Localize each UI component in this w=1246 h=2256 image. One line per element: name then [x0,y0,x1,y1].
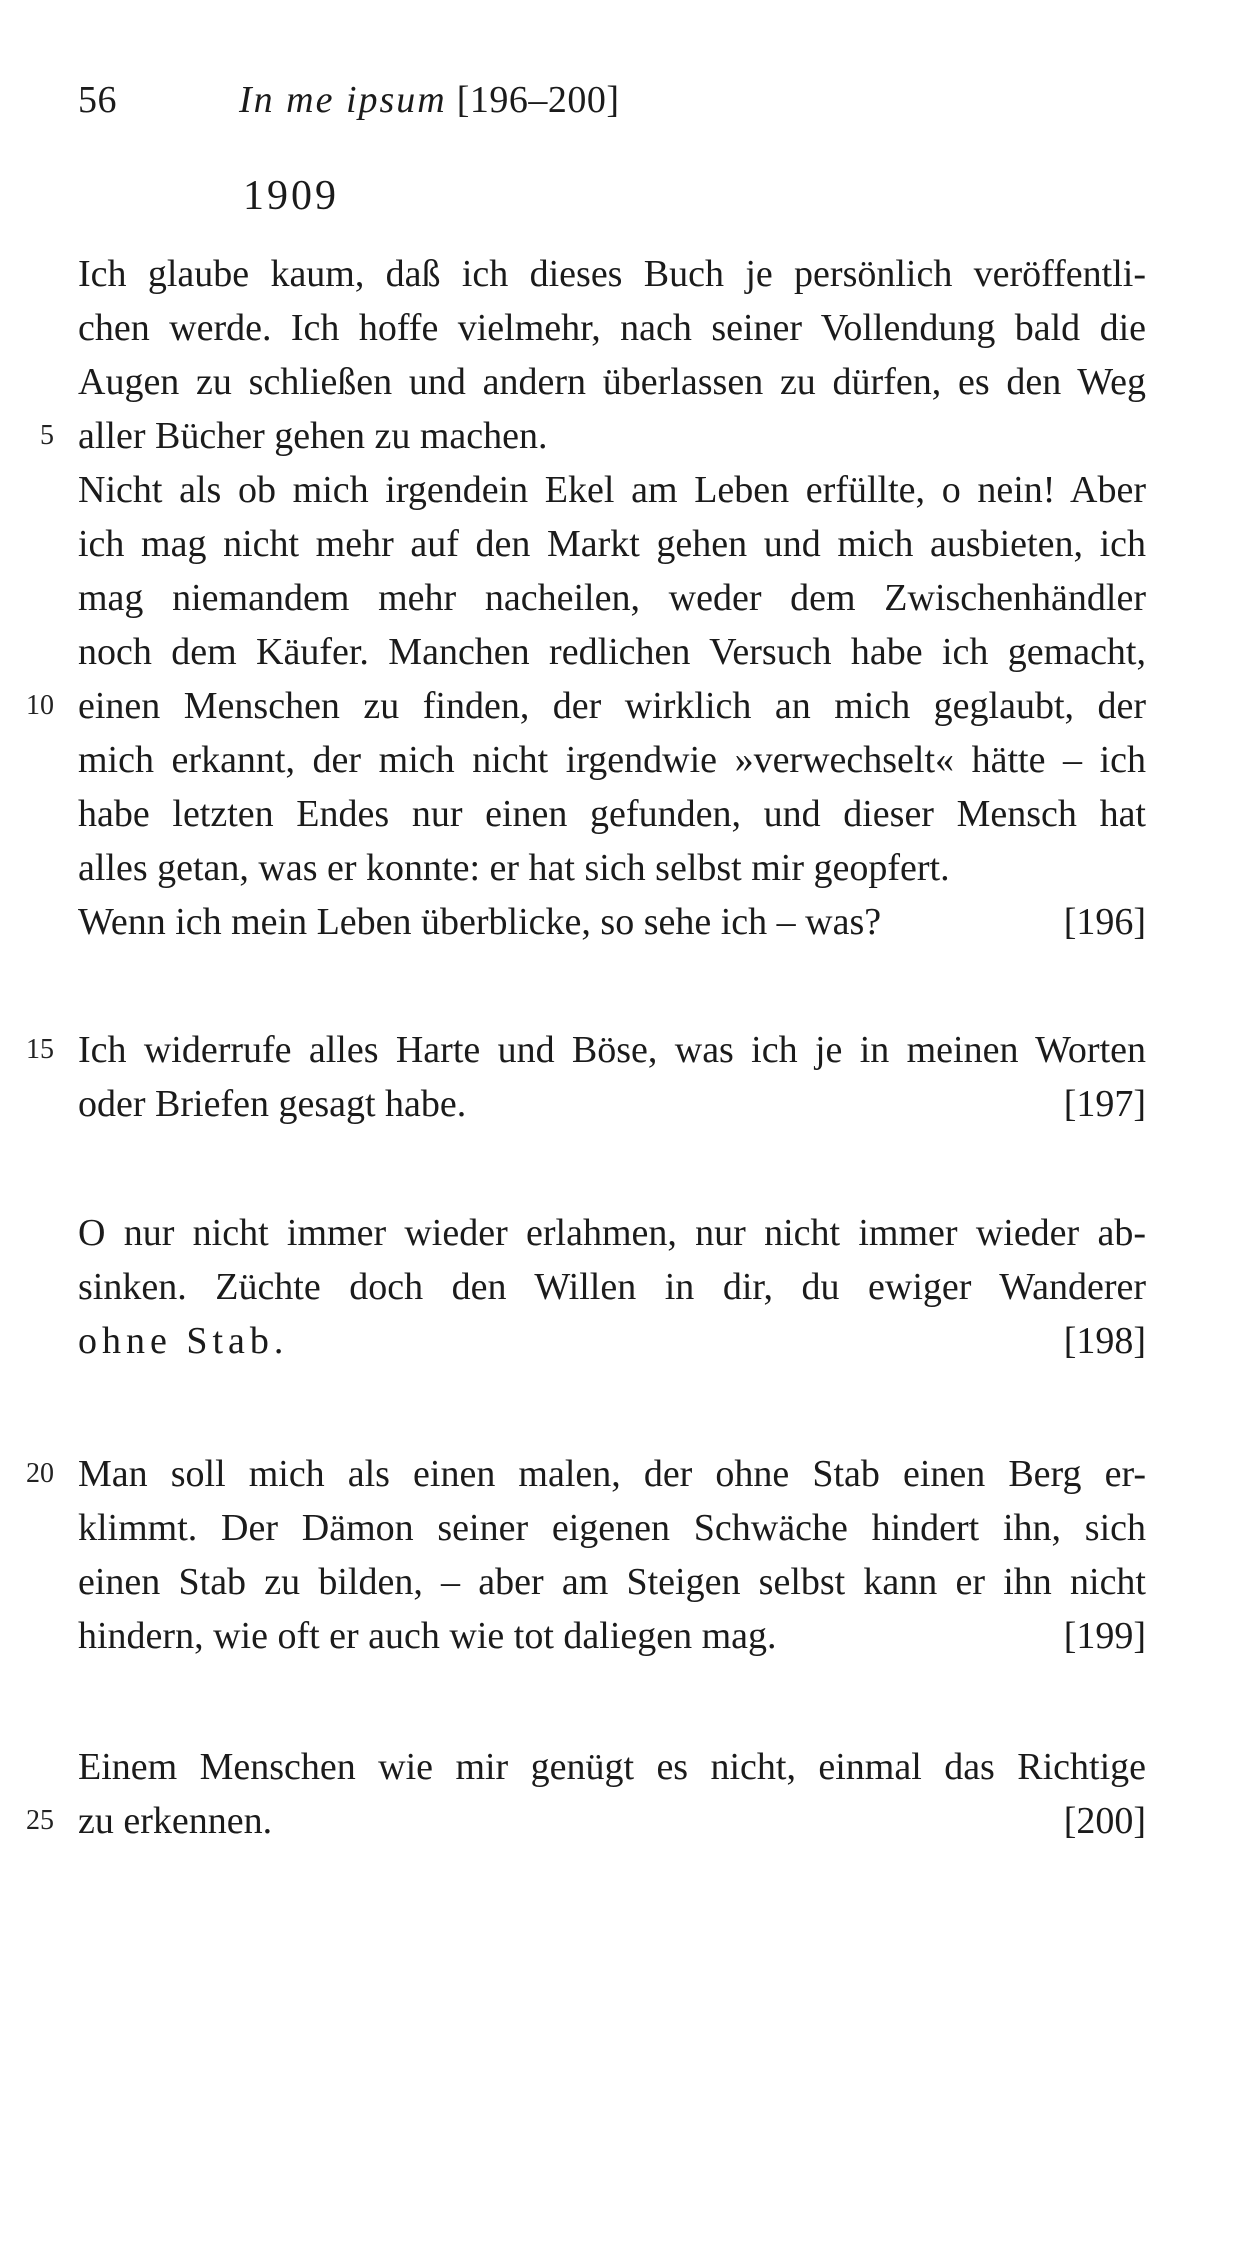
text-line: habe letzten Endes nur einen gefunden, und dieser Mensch hat [78,793,1146,835]
text-line: alles getan, was er konnte: er hat sich selbst mir geopfert. [78,847,950,889]
line-number: 10 [26,690,54,721]
text-line: Ich glaube kaum, daß ich dieses Buch je persönlich veröffentli- [78,253,1146,295]
text-line: oder Briefen gesagt habe. [78,1083,467,1125]
text-line: einen Menschen zu finden, der wirklich an mich geglaubt, der [78,685,1146,727]
running-head [78,78,620,122]
entry-reference: [197] [1063,1083,1146,1125]
text-line: noch dem Käufer. Manchen redlichen Versuch habe ich gemacht, [78,631,1146,673]
text-line-with-ref [78,1314,1146,1368]
year-heading: 1909 [243,173,339,219]
text-line: Nicht als ob mich irgendein Ekel am Leben erfüllte, o nein! Aber [78,469,1146,511]
text-line-with-ref [78,1609,1146,1663]
entry-reference: [199] [1063,1615,1146,1657]
text-line: Man soll mich als einen malen, der ohne Stab einen Berg er- [78,1453,1146,1495]
text-line: sinken. Züchte doch den Willen in dir, du ewiger Wanderer [78,1266,1146,1308]
entry-reference: [200] [1063,1800,1146,1842]
text-line: Einem Menschen wie mir genügt es nicht, einmal das Richtige [78,1746,1146,1788]
text-line: Augen zu schließen und andern überlassen zu dürfen, es den Weg [78,361,1146,403]
text-line: einen Stab zu bilden, – aber am Steigen selbst kann er ihn nicht [78,1561,1146,1603]
line-number: 5 [40,420,54,451]
entry-range: [196–200] [456,79,620,121]
line-number: 15 [26,1034,54,1065]
text-line-with-ref [78,1794,1146,1848]
text-line: O nur nicht immer wieder erlahmen, nur nicht immer wieder ab- [78,1212,1146,1254]
page-number: 56 [78,79,117,121]
text-line: mag niemandem mehr nacheilen, weder dem Zwischenhändler [78,577,1146,619]
text-line: Wenn ich mein Leben überblicke, so sehe ich – was? [78,901,882,943]
text-line: chen werde. Ich hoffe vielmehr, nach seiner Vollendung bald die [78,307,1146,349]
text-line: Ich widerrufe alles Harte und Böse, was ich je in meinen Worten [78,1029,1146,1071]
text-line: ich mag nicht mehr auf den Markt gehen und mich ausbieten, ich [78,523,1146,565]
line-number: 20 [26,1458,54,1489]
line-number: 25 [26,1805,54,1836]
text-line: aller Bücher gehen zu machen. [78,415,548,457]
text-line: klimmt. Der Dämon seiner eigenen Schwäche hindert ihn, sich [78,1507,1146,1549]
book-title: In me ipsum [239,79,447,121]
text-line: hindern, wie oft er auch wie tot daliegen mag. [78,1615,777,1657]
text-line-with-ref [78,895,1146,949]
text-line: zu erkennen. [78,1800,273,1842]
text-line: ohne Stab. [78,1320,289,1362]
entry-reference: [198] [1063,1320,1146,1362]
text-line-with-ref [78,1077,1146,1131]
entry-reference: [196] [1063,901,1146,943]
text-line: mich erkannt, der mich nicht irgendwie »verwechselt« hätte – ich [78,739,1146,781]
